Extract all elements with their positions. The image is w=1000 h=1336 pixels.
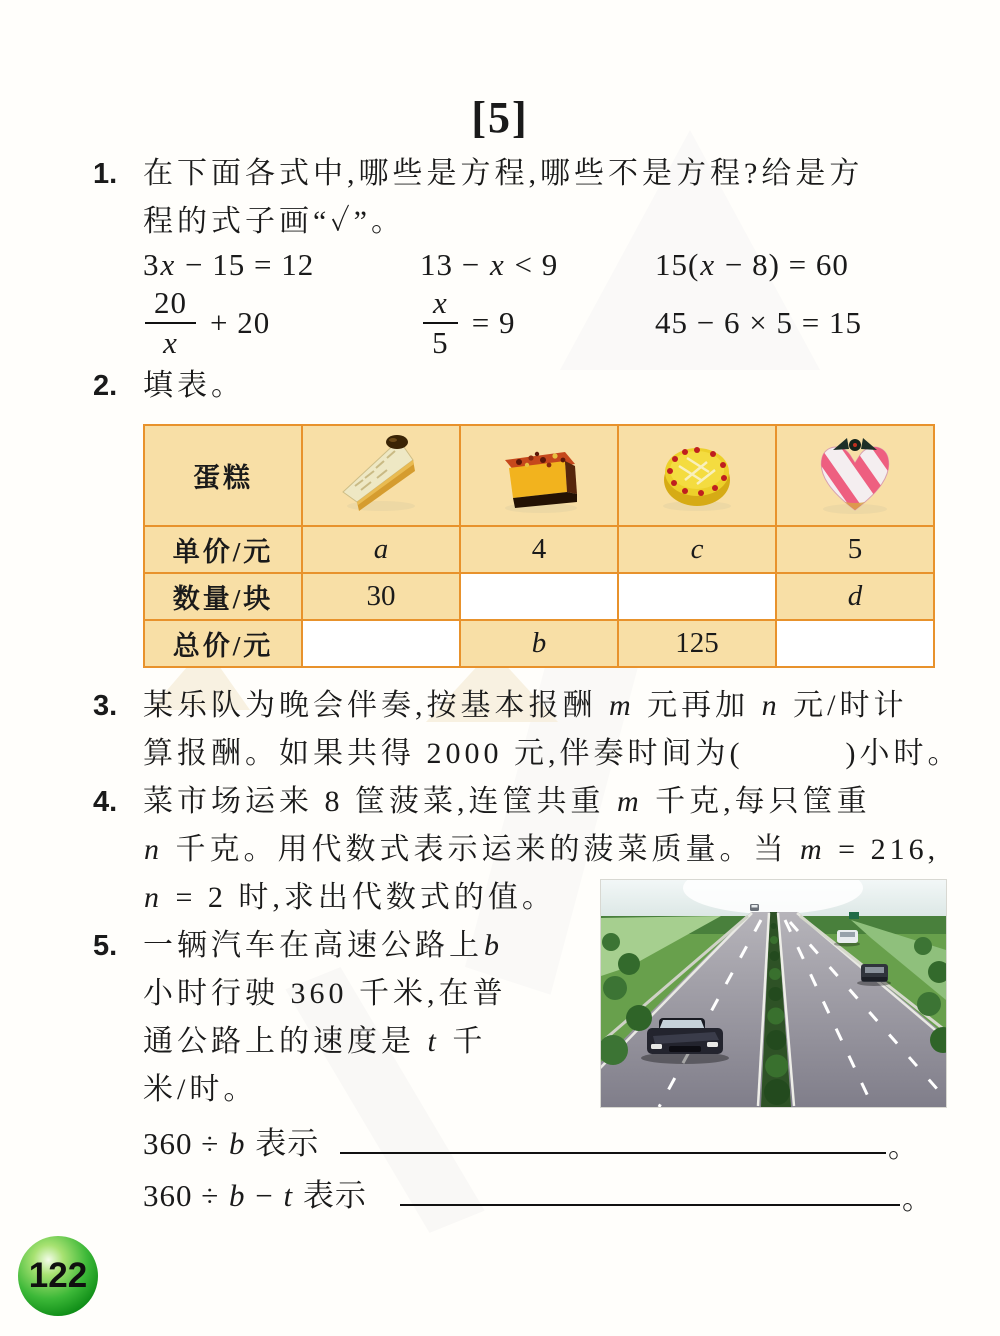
question-3-number: 3.	[93, 690, 118, 722]
fraction-suffix: + 20	[210, 304, 271, 340]
quantity-cell-blank	[460, 573, 618, 620]
fraction-denominator: 5	[432, 324, 449, 360]
question-5-number: 5.	[93, 930, 118, 962]
table-cake-cell	[302, 425, 460, 526]
table-cake-cell	[460, 425, 618, 526]
question-5-text-line4: 米/时。	[143, 1073, 258, 1106]
price-cell: c	[618, 526, 776, 573]
total-cell-blank	[776, 620, 934, 667]
cake-heart-image	[805, 430, 905, 516]
question-5-text-line2: 小时行驶 360 千米,在普	[143, 977, 507, 1010]
fraction-numerator: x	[423, 287, 458, 324]
page-number-badge	[18, 1236, 98, 1316]
price-cell: 4	[460, 526, 618, 573]
table-row-quantity	[144, 573, 934, 620]
blank1-prefix: 360 ÷ b 表示	[143, 1126, 320, 1161]
price-cell: a	[302, 526, 460, 573]
fill-in-table	[143, 424, 935, 668]
quantity-cell-blank	[618, 573, 776, 620]
blank1-period: 。	[888, 1131, 922, 1164]
page-title: [5]	[471, 93, 529, 142]
blank2-period: 。	[902, 1183, 936, 1216]
fraction	[423, 287, 458, 358]
expression-1: 3x − 15 = 12	[143, 247, 315, 282]
question-3-text-line2: 算报酬。如果共得 2000 元,伴奏时间为( )小时。	[143, 737, 962, 770]
question-1-number: 1.	[93, 158, 118, 190]
answer-blank-line	[340, 1118, 886, 1154]
cake-round-image	[647, 430, 747, 516]
question-2-number: 2.	[93, 370, 118, 402]
total-cell: b	[460, 620, 618, 667]
car-white	[834, 930, 860, 947]
cake-square-image	[489, 430, 589, 516]
question-5-text-line1: 一辆汽车在高速公路上b	[143, 929, 503, 962]
table-row-total	[144, 620, 934, 667]
fraction-numerator: 20	[145, 287, 196, 324]
expression-2: 13 − x < 9	[420, 247, 559, 282]
total-cell: 125	[618, 620, 776, 667]
row-label-total: 总价/元	[144, 620, 302, 667]
quantity-cell: d	[776, 573, 934, 620]
fraction-suffix: = 9	[471, 304, 516, 340]
cake-slice-image	[331, 430, 431, 516]
question-1-text-line1: 在下面各式中,哪些是方程,哪些不是方程?给是方	[143, 157, 864, 190]
question-5-text-line3: 通公路上的速度是 t 千	[143, 1025, 487, 1058]
question-4-text-line1: 菜市场运来 8 筐菠菜,连筐共重 m 千克,每只筐重	[143, 785, 871, 818]
table-row-cakes	[144, 425, 934, 526]
question-3-text-line1: 某乐队为晚会伴奏,按基本报酬 m 元再加 n 元/时计	[143, 689, 908, 722]
table-cake-cell	[776, 425, 934, 526]
question-4-text-line2: n 千克。用代数式表示运来的菠菜质量。当 m = 216,	[144, 833, 940, 866]
quantity-cell: 30	[302, 573, 460, 620]
page-number: 122	[28, 1256, 88, 1295]
table-row-price	[144, 526, 934, 573]
row-label-price: 单价/元	[144, 526, 302, 573]
question-1-text-line2: 程的式子画“✓”。	[143, 205, 405, 238]
table-corner-label: 蛋糕	[144, 425, 302, 526]
row-label-quantity: 数量/块	[144, 573, 302, 620]
expression-4	[145, 287, 270, 358]
expression-3: 15(x − 8) = 60	[655, 247, 849, 282]
question-4-number: 4.	[93, 786, 118, 818]
total-cell-blank	[302, 620, 460, 667]
fraction-denominator: x	[163, 324, 178, 360]
car-dark-rear	[857, 964, 891, 986]
question-2-text: 填表。	[143, 369, 245, 402]
expression-5	[423, 287, 516, 358]
answer-blank-line	[400, 1170, 900, 1206]
table-cake-cell	[618, 425, 776, 526]
price-cell: 5	[776, 526, 934, 573]
highway-photo	[601, 880, 946, 1107]
blank2-prefix: 360 ÷ b − t 表示	[143, 1178, 367, 1213]
expression-6: 45 − 6 × 5 = 15	[655, 305, 862, 340]
question-4-text-line3: n = 2 时,求出代数式的值。	[144, 881, 556, 914]
fraction	[145, 287, 196, 358]
